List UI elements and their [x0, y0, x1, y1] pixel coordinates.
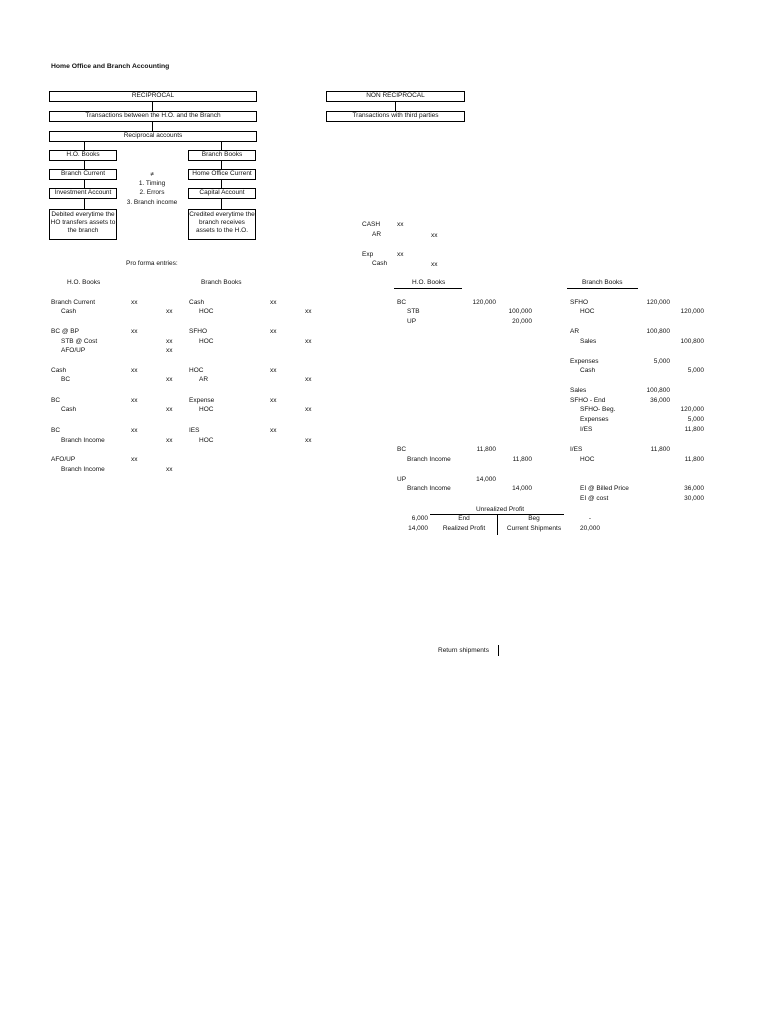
- journal-account: HOC: [199, 338, 214, 345]
- entry-amount: xx: [431, 261, 438, 268]
- journal-account: Branch Income: [407, 456, 451, 463]
- journal-account: I/ES: [570, 446, 583, 453]
- taccount-amount: 14,000: [408, 525, 428, 532]
- journal-debit: xx: [131, 299, 138, 306]
- journal-account: Branch Income: [407, 485, 451, 492]
- proforma-label: Pro forma entries:: [126, 260, 178, 267]
- connector-line: [84, 180, 85, 188]
- branch-books-box: Branch Books: [188, 150, 256, 161]
- journal-credit: 11,800: [684, 456, 704, 463]
- journal-credit: xx: [166, 338, 173, 345]
- journal-account: Cash: [61, 406, 77, 413]
- journal-account: HOC: [199, 406, 214, 413]
- entry-amount: xx: [431, 232, 438, 239]
- entry-account: Cash: [372, 260, 388, 267]
- taccount-amount: 20,000: [580, 525, 600, 532]
- ho-books-box: H.O. Books: [49, 150, 117, 161]
- journal-account: SFHO - End: [570, 397, 606, 404]
- ho-books-header: H.O. Books: [67, 279, 101, 286]
- header-underline: [567, 288, 638, 289]
- journal-credit: xx: [166, 376, 173, 383]
- journal-credit: 5,000: [687, 367, 704, 374]
- connector-line: [152, 102, 153, 111]
- journal-account: Cash: [580, 367, 596, 374]
- connector-line: [221, 199, 222, 209]
- journal-account: HOC: [199, 437, 214, 444]
- journal-account: SFHO: [189, 328, 208, 335]
- journal-debit: 11,800: [650, 446, 670, 453]
- return-shipments-label: Return shipments: [438, 647, 489, 654]
- journal-account: Branch Income: [61, 466, 105, 473]
- journal-credit: xx: [305, 437, 312, 444]
- branch-books-header: Branch Books: [201, 279, 242, 286]
- journal-account: STB: [407, 308, 420, 315]
- journal-credit: 14,000: [512, 485, 532, 492]
- journal-credit: xx: [166, 406, 173, 413]
- journal-account: Sales: [570, 387, 587, 394]
- branch-books-header-right: Branch Books: [582, 279, 623, 286]
- taccount-label: Beg: [528, 515, 540, 522]
- connector-line: [152, 122, 153, 131]
- branch-current-box: Branch Current: [49, 169, 117, 180]
- reason-item: 1. Timing: [138, 180, 166, 187]
- journal-account: UP: [397, 476, 407, 483]
- journal-account: AFO/UP: [51, 456, 76, 463]
- journal-account: AFO/UP: [61, 347, 86, 354]
- journal-account: EI @ cost: [580, 495, 609, 502]
- journal-account: UP: [407, 318, 417, 325]
- journal-credit: 11,800: [512, 456, 532, 463]
- journal-debit: xx: [131, 367, 138, 374]
- journal-account: BC: [397, 446, 407, 453]
- taccount-label: Realized Profit: [442, 525, 486, 532]
- taccount-vertical: [497, 514, 498, 535]
- nonreciprocal-box: NON RECIPROCAL: [326, 91, 465, 102]
- header-underline: [394, 288, 462, 289]
- txn-branch-box: Transactions between the H.O. and the Branch: [49, 111, 257, 122]
- journal-debit: xx: [131, 427, 138, 434]
- journal-account: Expenses: [580, 416, 609, 423]
- journal-credit: xx: [305, 308, 312, 315]
- journal-credit: xx: [166, 308, 173, 315]
- connector-line: [221, 180, 222, 188]
- journal-credit: 120,000: [680, 308, 704, 315]
- journal-account: IES: [189, 427, 200, 434]
- journal-debit: xx: [270, 397, 277, 404]
- not-equal-sign: ≠: [150, 171, 154, 178]
- journal-account: EI @ Billed Price: [580, 485, 629, 492]
- reason-item: 2. Errors: [139, 189, 165, 196]
- ho-books-header-right: H.O. Books: [412, 279, 446, 286]
- journal-account: Cash: [61, 308, 77, 315]
- page-title: Home Office and Branch Accounting: [51, 63, 170, 70]
- journal-account: BC: [51, 397, 61, 404]
- journal-debit: xx: [270, 299, 277, 306]
- journal-account: HOC: [580, 308, 595, 315]
- connector-line: [395, 102, 396, 111]
- journal-account: BC @ BP: [51, 328, 79, 335]
- journal-debit: xx: [131, 397, 138, 404]
- journal-credit: 11,800: [684, 426, 704, 433]
- reason-item: 3. Branch income: [126, 199, 178, 206]
- reciprocal-accounts-box: Reciprocal accounts: [49, 131, 257, 142]
- journal-account: STB @ Cost: [61, 338, 98, 345]
- connector-line: [84, 142, 85, 150]
- journal-credit: xx: [305, 338, 312, 345]
- journal-account: SFHO: [570, 299, 589, 306]
- taccount-label: End: [458, 515, 470, 522]
- entry-amount: xx: [397, 251, 404, 258]
- entry-amount: xx: [397, 221, 404, 228]
- journal-debit: 100,800: [646, 387, 670, 394]
- journal-account: Expense: [189, 397, 215, 404]
- connector-line: [84, 199, 85, 209]
- taccount-amount: -: [588, 515, 592, 522]
- journal-account: HOC: [580, 456, 595, 463]
- entry-account: AR: [372, 231, 382, 238]
- journal-debit: 14,000: [476, 476, 496, 483]
- journal-account: AR: [570, 328, 580, 335]
- journal-debit: xx: [270, 367, 277, 374]
- journal-account: BC: [51, 427, 61, 434]
- journal-account: SFHO- Beg.: [580, 406, 616, 413]
- journal-debit: 100,800: [646, 328, 670, 335]
- journal-account: HOC: [199, 308, 214, 315]
- journal-account: Sales: [580, 338, 597, 345]
- journal-credit: xx: [305, 406, 312, 413]
- connector-line: [221, 142, 222, 150]
- journal-credit: 36,000: [684, 485, 704, 492]
- taccount-amount: 6,000: [411, 515, 428, 522]
- journal-account: AR: [199, 376, 209, 383]
- journal-debit: 120,000: [472, 299, 496, 306]
- journal-account: BC: [397, 299, 407, 306]
- journal-account: Cash: [189, 299, 205, 306]
- journal-credit: 100,000: [508, 308, 532, 315]
- credited-note-box: Credited everytime the branch receives assets to the H.O.: [188, 209, 256, 240]
- journal-credit: 5,000: [687, 416, 704, 423]
- journal-debit: 120,000: [646, 299, 670, 306]
- journal-account: Expenses: [570, 358, 599, 365]
- investment-account-box: Investment Account: [49, 188, 117, 199]
- journal-account: I/ES: [580, 426, 593, 433]
- journal-debit: 5,000: [653, 358, 670, 365]
- taccount-title: Unrealized Profit: [475, 506, 525, 513]
- journal-credit: 100,800: [680, 338, 704, 345]
- journal-credit: 30,000: [684, 495, 704, 502]
- journal-debit: xx: [270, 328, 277, 335]
- journal-credit: xx: [305, 376, 312, 383]
- journal-account: Branch Income: [61, 437, 105, 444]
- connector-line: [84, 161, 85, 169]
- journal-credit: 120,000: [680, 406, 704, 413]
- journal-debit: 11,800: [476, 446, 496, 453]
- entry-account: CASH: [362, 221, 381, 228]
- journal-debit: xx: [270, 427, 277, 434]
- journal-credit: 20,000: [512, 318, 532, 325]
- debited-note-box: Debited everytime the HO transfers assets to the branch: [49, 209, 117, 240]
- journal-debit: 36,000: [650, 397, 670, 404]
- journal-account: Cash: [51, 367, 67, 374]
- entry-account: Exp: [362, 251, 374, 258]
- journal-credit: xx: [166, 347, 173, 354]
- taccount-label: Current Shipments: [506, 525, 562, 532]
- journal-credit: xx: [166, 466, 173, 473]
- journal-account: HOC: [189, 367, 204, 374]
- home-office-current-box: Home Office Current: [188, 169, 256, 180]
- connector-line: [221, 161, 222, 169]
- reciprocal-box: RECIPROCAL: [49, 91, 257, 102]
- journal-credit: xx: [166, 437, 173, 444]
- return-shipments-line: [498, 645, 499, 656]
- capital-account-box: Capital Account: [188, 188, 256, 199]
- journal-debit: xx: [131, 328, 138, 335]
- journal-account: BC: [61, 376, 71, 383]
- journal-debit: xx: [131, 456, 138, 463]
- journal-account: Branch Current: [51, 299, 96, 306]
- txn-third-box: Transactions with third parties: [326, 111, 465, 122]
